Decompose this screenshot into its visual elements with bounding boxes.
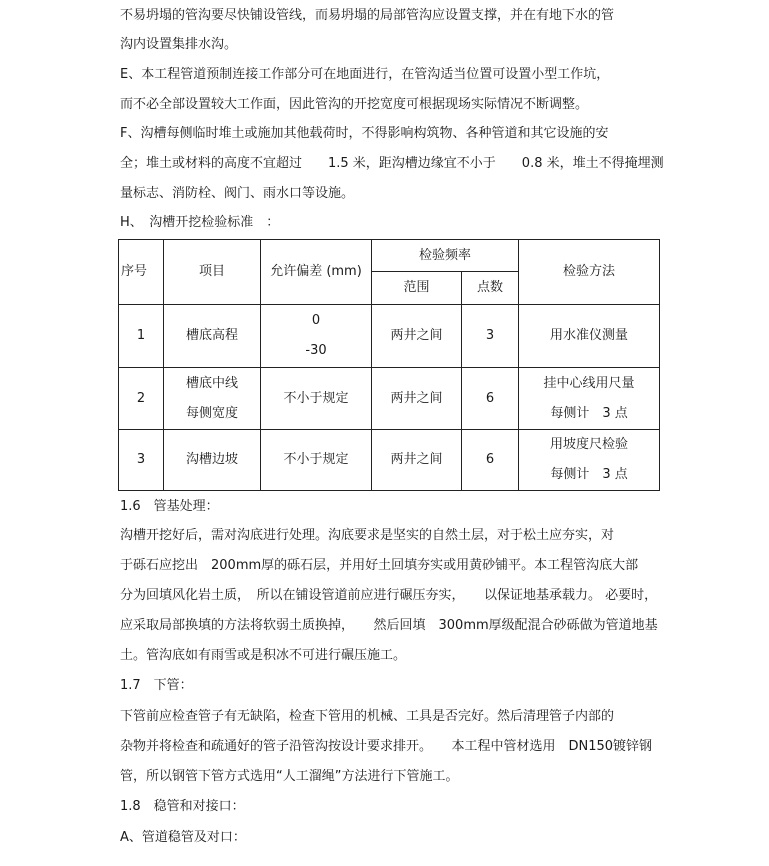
cell-seq: 2 bbox=[119, 368, 164, 430]
paragraph-line: 而不必全部设置较大工作面，因此管沟的开挖宽度可根据现场实际情况不断调整。 bbox=[120, 97, 589, 112]
cell-range: 两井之间 bbox=[372, 430, 462, 491]
cell-item: 槽底高程 bbox=[164, 305, 261, 368]
cell-method: 挂中心线用尺量 每侧计 3 点 bbox=[519, 368, 660, 430]
paragraph-line: 分为回填风化岩土质， 所以在铺设管道前应进行碾压夯实， 以保证地基承载力。 必要时， bbox=[120, 588, 658, 603]
header-tolerance: 允许偏差 (mm) bbox=[261, 240, 372, 305]
paragraph-line: 全；堆土或材料的高度不宜超过 1.5 米，距沟槽边缘宜不小于 0.8 米，堆土不得掩埋测 bbox=[120, 156, 664, 171]
paragraph-line: F、沟槽每侧临时堆土或施加其他载荷时，不得影响构筑物、各种管道和其它设施的安 bbox=[120, 126, 609, 141]
section-heading: H、 沟槽开挖检验标准 ： bbox=[120, 215, 280, 230]
paragraph-line: 杂物并将检查和疏通好的管子沿管沟按设计要求排开。 本工程中管材选用 DN150镀锌钢 bbox=[120, 739, 653, 754]
section-heading: 1.6 管基处理： bbox=[120, 499, 219, 514]
header-range: 范围 bbox=[372, 272, 462, 305]
paragraph-line: 量标志、消防栓、阀门、雨水口等设施。 bbox=[120, 186, 355, 201]
cell-tolerance: 不小于规定 bbox=[261, 430, 372, 491]
cell-item: 槽底中线 每侧宽度 bbox=[164, 368, 261, 430]
table-row bbox=[119, 430, 660, 491]
paragraph-line: E、本工程管道预制连接工作部分可在地面进行，在管沟适当位置可设置小型工作坑， bbox=[120, 67, 610, 82]
header-method: 检验方法 bbox=[519, 240, 660, 305]
table-row bbox=[119, 368, 660, 430]
cell-tolerance: 0 -30 bbox=[261, 305, 372, 368]
header-points: 点数 bbox=[462, 272, 519, 305]
paragraph-line: 管，所以钢管下管方式选用“人工溜绳”方法进行下管施工。 bbox=[120, 769, 459, 784]
paragraph-line: 下管前应检查管子有无缺陷，检查下管用的机械、工具是否完好。然后清理管子内部的 bbox=[120, 709, 615, 724]
paragraph-line: 沟槽开挖好后，需对沟底进行处理。沟底要求是坚实的自然土层，对于松土应夯实，对 bbox=[120, 528, 615, 543]
paragraph-line: 土。管沟底如有雨雪或是积冰不可进行碾压施工。 bbox=[120, 648, 407, 663]
cell-points: 6 bbox=[462, 368, 519, 430]
paragraph-line: A、管道稳管及对口： bbox=[120, 830, 246, 845]
header-frequency: 检验频率 bbox=[372, 240, 519, 272]
cell-method: 用水准仪测量 bbox=[519, 305, 660, 368]
header-item: 项目 bbox=[164, 240, 261, 305]
inspection-table bbox=[118, 239, 660, 491]
paragraph-line: 不易坍塌的管沟要尽快铺设管线，而易坍塌的局部管沟应设置支撑，并在有地下水的管 bbox=[120, 8, 615, 23]
cell-seq: 3 bbox=[119, 430, 164, 491]
cell-range: 两井之间 bbox=[372, 305, 462, 368]
header-seq: 序号 bbox=[119, 240, 164, 305]
cell-points: 6 bbox=[462, 430, 519, 491]
cell-range: 两井之间 bbox=[372, 368, 462, 430]
cell-seq: 1 bbox=[119, 305, 164, 368]
paragraph-line: 应采取局部换填的方法将软弱土质换掉， 然后回填 300mm厚级配混合砂砾做为管道地基 bbox=[120, 618, 658, 633]
cell-points: 3 bbox=[462, 305, 519, 368]
section-heading: 1.7 下管： bbox=[120, 678, 193, 693]
paragraph-line: 沟内设置集排水沟。 bbox=[120, 37, 238, 52]
section-heading: 1.8 稳管和对接口： bbox=[120, 799, 245, 814]
cell-tolerance: 不小于规定 bbox=[261, 368, 372, 430]
cell-method: 用坡度尺检验 每侧计 3 点 bbox=[519, 430, 660, 491]
cell-item: 沟槽边坡 bbox=[164, 430, 261, 491]
table-row bbox=[119, 305, 660, 368]
paragraph-line: 于砾石应挖出 200mm厚的砾石层，并用好土回填夯实或用黄砂铺平。本工程管沟底大部 bbox=[120, 558, 639, 573]
